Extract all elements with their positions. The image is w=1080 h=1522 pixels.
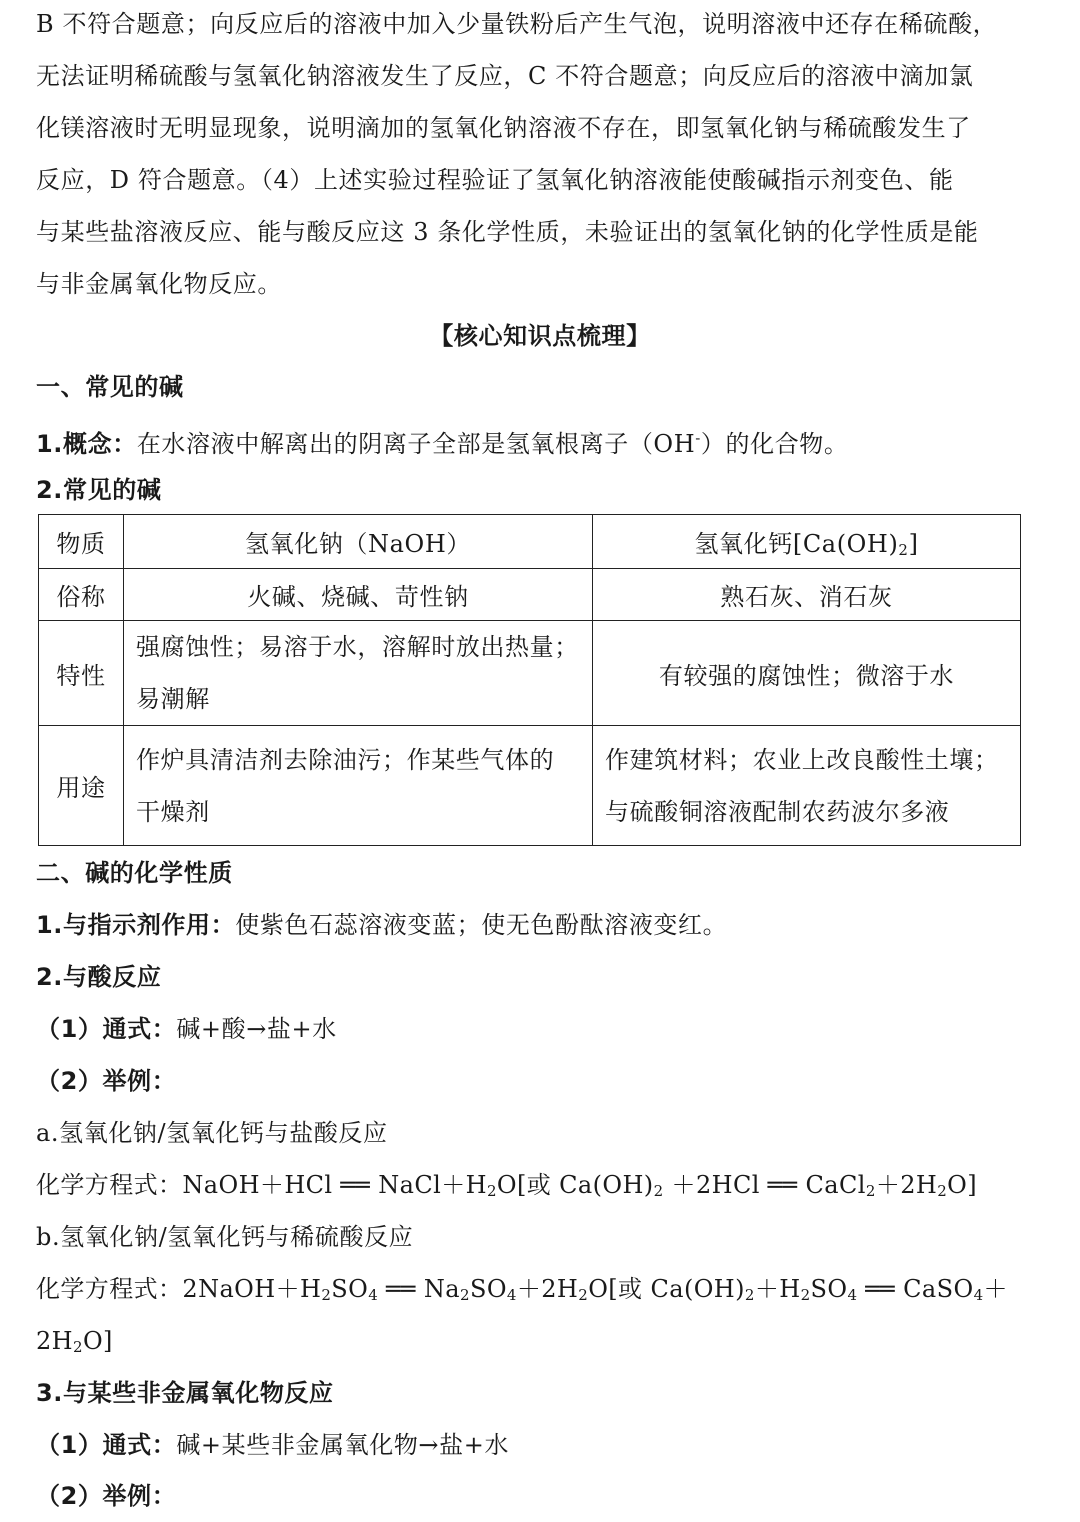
- caoh-sub: 2: [898, 541, 909, 559]
- table-row: [39, 515, 1021, 569]
- equation-hcl: 化学方程式：NaOH＋HCl ══ $NaCl+H_2O$[或 $Ca(OH)_2 +2HCl$ ══ $CaCl_2+2H_2O$]: [36, 1171, 978, 1200]
- acid-general-text: 碱+酸→盐+水: [176, 1015, 337, 1043]
- oxide-general-label: （1）通式：: [36, 1431, 177, 1459]
- table-cell-naoh: [124, 726, 593, 846]
- table-cell-caoh: 熟石灰、消石灰: [593, 569, 1021, 621]
- equation-h2so4: 化学方程式：$2NaOH+H_2SO_4$ ══ $Na_2SO_4+2H_2O$[或 $Ca(OH)_2+H_2SO_4$ ══ CaSO$_4$＋: [36, 1275, 1008, 1304]
- table-head-cell: 用途: [39, 726, 124, 846]
- indicator-label: 1.与指示剂作用：: [36, 911, 236, 939]
- table-row: [39, 726, 1021, 846]
- cell-line: 作建筑材料；农业上改良酸性土壤；: [605, 745, 999, 774]
- table-cell-naoh: 氢氧化钠（NaOH）: [124, 515, 593, 569]
- equation-h2so4-cont: $2H_2O$]: [36, 1327, 113, 1356]
- table-head-cell: 特性: [39, 621, 124, 726]
- example-a-title: a.氢氧化钠/氢氧化钙与盐酸反应: [36, 1119, 388, 1147]
- concept-text-b: ）的化合物。: [700, 430, 849, 458]
- cell-line: 强腐蚀性；易溶于水，溶解时放出热量；: [136, 633, 579, 661]
- table-row: [39, 569, 1021, 621]
- cell-line: 作炉具清洁剂去除油污；作某些气体的: [136, 745, 555, 774]
- acid-example-label: （2）举例：: [36, 1067, 177, 1095]
- table-head-cell: 物质: [39, 515, 124, 569]
- oxide-example-label: （2）举例：: [36, 1482, 177, 1510]
- common-bases-label: 2.常见的碱: [36, 476, 162, 504]
- concept-line: [36, 412, 849, 470]
- concept-sup: -: [695, 429, 701, 447]
- acid-reaction-heading: 2.与酸反应: [36, 963, 162, 991]
- indicator-line: [36, 899, 727, 951]
- acid-general-line: [36, 1003, 337, 1055]
- table-cell-naoh: [124, 621, 593, 726]
- paragraph-line-3: 化镁溶液时无明显现象，说明滴加的氢氧化钠溶液不存在，即氢氧化钠与稀硫酸发生了: [36, 114, 971, 142]
- concept-label: 1.概念：: [36, 430, 137, 458]
- acid-general-label: （1）通式：: [36, 1015, 177, 1043]
- indicator-text: 使紫色石蕊溶液变蓝；使无色酚酞溶液变红。: [235, 911, 728, 939]
- caoh-text-a: 氢氧化钙[Ca(OH): [694, 530, 899, 558]
- table-cell-naoh: 火碱、烧碱、苛性钠: [124, 569, 593, 621]
- section-title: 【核心知识点梳理】: [429, 322, 651, 350]
- table-head-cell: 俗称: [39, 569, 124, 621]
- paragraph-line-1: B 不符合题意；向反应后的溶液中加入少量铁粉后产生气泡，说明溶液中还存在稀硫酸，: [36, 10, 998, 38]
- caoh-text-b: ]: [908, 530, 919, 558]
- cell-line: 与硫酸铜溶液配制农药波尔多液: [605, 797, 950, 826]
- paragraph-line-4: 反应，D 符合题意。（4）上述实验过程验证了氢氧化钠溶液能使酸碱指示剂变色、能: [36, 166, 954, 194]
- equation-prefix: 化学方程式：: [36, 1171, 183, 1199]
- paragraph-line-5: 与某些盐溶液反应、能与酸反应这 3 条化学性质，未验证出的氢氧化钠的化学性质是能: [36, 218, 979, 246]
- part1-heading: 一、常见的碱: [36, 373, 184, 401]
- cell-line: 易潮解: [136, 685, 210, 713]
- cell-line: 干燥剂: [136, 797, 210, 826]
- equation-prefix: 化学方程式：: [36, 1275, 183, 1303]
- part2-heading: 二、碱的化学性质: [36, 859, 233, 887]
- example-b-title: b.氢氧化钠/氢氧化钙与稀硫酸反应: [36, 1223, 414, 1251]
- oxide-general-line: [36, 1419, 509, 1471]
- paragraph-line-6: 与非金属氧化物反应。: [36, 270, 282, 298]
- table-cell-caoh: [593, 515, 1021, 569]
- oxide-general-text: 碱+某些非金属氧化物→盐+水: [176, 1431, 510, 1459]
- table-row: [39, 621, 1021, 726]
- common-bases-table: [38, 514, 1021, 846]
- paragraph-line-2: 无法证明稀硫酸与氢氧化钠溶液发生了反应，C 不符合题意；向反应后的溶液中滴加氯: [36, 62, 974, 90]
- nonmetal-oxide-heading: 3.与某些非金属氧化物反应: [36, 1379, 334, 1407]
- table-cell-caoh: 有较强的腐蚀性；微溶于水: [593, 621, 1021, 726]
- concept-text-a: 在水溶液中解离出的阴离子全部是氢氧根离子（OH: [136, 430, 696, 458]
- table-cell-caoh: [593, 726, 1021, 846]
